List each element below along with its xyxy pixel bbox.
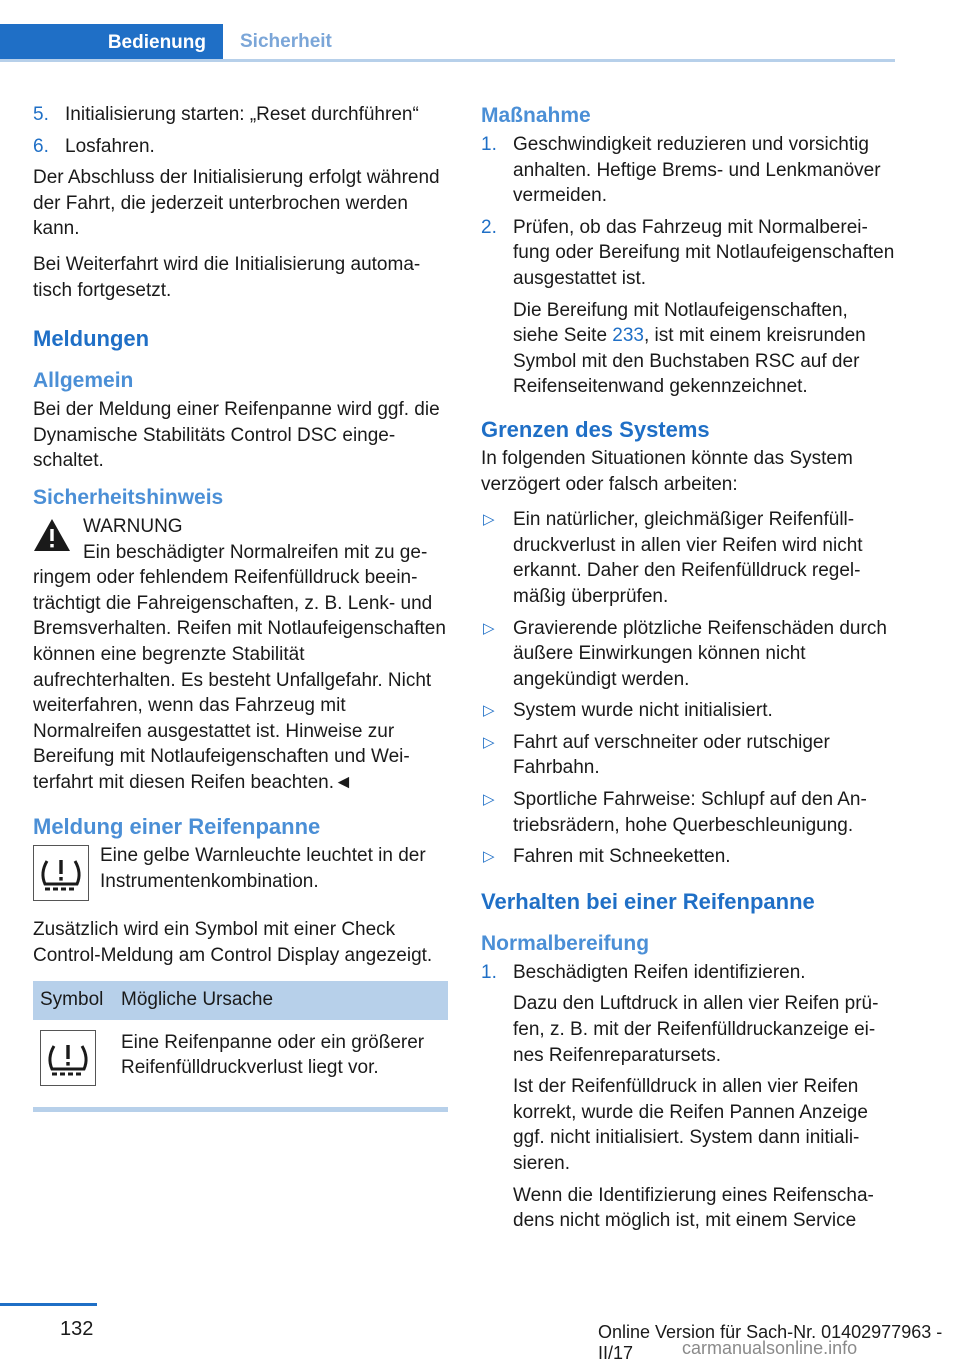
heading-massnahme: Maßnahme	[481, 104, 591, 127]
table-header-cause: Mögliche Ursache	[114, 981, 448, 1020]
warning-text: Ein beschädigter Normalreifen mit zu geringem oder fehlendem Reifenfülldruck beeinträchtigt die Fahreigenschaften, z. B. Lenk- und Bremsverhalten. Reifen mit Notlaufeigenschaften können eine begrenzte Stabilität aufrechterhalten. Es besteht Unfallgefahr. Nicht weiterfahren, wenn das Fahrzeug mit Normalreifen ausgestattet ist. Hinweise zur Bereifung mit Notlaufeigenschaften und Weiterfahrt mit diesen Reifen beachten.◄	[33, 541, 446, 793]
paragraph-grenzen-intro: In folgenden Situationen könnte das System verzögert oder falsch arbeiten:	[481, 447, 853, 495]
list-item	[481, 698, 897, 724]
bullet-triangle-icon: ▷	[483, 791, 495, 809]
step-number: 5.	[33, 104, 49, 125]
step-text: Losfahren.	[65, 135, 155, 157]
heading-allgemein: Allgemein	[33, 369, 134, 393]
step-detail: Wenn die Identifizierung eines Reifenschadens nicht möglich ist, mit einem Service	[513, 1184, 874, 1232]
heading-sicherheitshinweis: Sicherheitshinweis	[33, 485, 224, 509]
chapter-tabs	[0, 24, 895, 62]
step-number: 1.	[481, 134, 497, 155]
step-number: 6.	[33, 135, 49, 157]
online-version-note: Online Version für Sach-Nr. 01402977963 - II/17	[598, 1322, 943, 1363]
heading-normalbereifung: Normalbereifung	[481, 931, 650, 955]
step-text: Beschädigten Reifen identifizieren.	[513, 961, 806, 983]
list-item-text: Gravierende plötzliche Reifenschäden durch äußere Einwirkungen können nicht angekündigt werden.	[513, 617, 887, 690]
heading-meldung-reifenpanne: Meldung einer Reifenpanne	[33, 814, 321, 840]
warning-block	[33, 514, 448, 796]
measure-2-note	[513, 298, 897, 400]
warning-title: WARNUNG	[83, 515, 183, 537]
right-column	[481, 102, 897, 1240]
heading-grenzen: Grenzen des Systems	[481, 416, 710, 442]
warning-triangle-icon	[33, 518, 71, 552]
paragraph-init-continue: Bei Weiterfahrt wird die Initialisierung automatisch fortgesetzt.	[33, 253, 421, 301]
paragraph-allgemein: Bei der Meldung einer Reifenpanne wird ggf. die Dynamische Stabilitäts Control DSC eingeschaltet.	[33, 399, 440, 472]
table-header-symbol: Symbol	[33, 981, 114, 1020]
list-item	[481, 616, 897, 693]
note-text: , ist mit einem kreisrunden Symbol mit den Buchstaben RSC auf der Reifenseitenwand gekennzeichnet.	[513, 325, 866, 398]
measure-1	[481, 132, 897, 209]
bullet-triangle-icon: ▷	[483, 511, 495, 529]
step-text: Prüfen, ob das Fahrzeug mit Normalbereifung oder Bereifung mit Notlaufeigenschaften ausgestattet ist.	[513, 216, 895, 289]
tire-pressure-warning-icon	[33, 845, 89, 901]
symbol-table	[33, 981, 448, 1106]
footer-rule	[0, 1303, 97, 1306]
note-text: Die Bereifung mit Notlaufeigenschaften, siehe Seite	[513, 299, 848, 347]
step-detail: Ist der Reifenfülldruck in allen vier Reifen korrekt, wurde die Reifen Pannen Anzeige ggf. nicht initialisiert. System dann initialisieren.	[513, 1076, 868, 1174]
list-item	[481, 507, 897, 609]
measure-2	[481, 215, 897, 400]
heading-meldungen: Meldungen	[33, 326, 150, 352]
page-number: 132	[60, 1318, 94, 1340]
paragraph-init-end: Der Abschluss der Initialisierung erfolgt während der Fahrt, die jederzeit unterbrochen werden kann.	[33, 167, 440, 240]
tab-sicherheit[interactable]: Sicherheit	[240, 30, 332, 52]
step-text: Initialisierung starten: „Reset durchführen“	[65, 104, 419, 125]
list-item-text: Sportliche Fahrweise: Schlupf auf den Antriebsrädern, hohe Querbeschleunigung.	[513, 789, 867, 836]
tire-pressure-warning-icon	[40, 1030, 96, 1086]
step-text: Geschwindigkeit reduzieren und vorsichtig anhalten. Heftige Brems- und Lenkmanöver vermeiden.	[513, 134, 881, 207]
list-item	[481, 844, 897, 870]
table-row	[33, 1020, 448, 1106]
bullet-triangle-icon: ▷	[483, 848, 495, 866]
step-detail: Dazu den Luftdruck in allen vier Reifen prüfen, z. B. mit der Reifenfülldruckanzeige eines Reifenreparatursets.	[513, 993, 879, 1066]
table-cell-cause: Eine Reifenpanne oder ein größerer Reifenfülldruckverlust liegt vor.	[121, 1031, 425, 1079]
warning-lamp-text: Eine gelbe Warnleuchte leuchtet in der Instrumentenkombination.	[100, 845, 426, 893]
bullet-triangle-icon: ▷	[483, 733, 495, 751]
page-link-233[interactable]: 233	[612, 325, 644, 347]
step-number: 1.	[481, 961, 497, 983]
tab-bedienung[interactable]: Bedienung	[0, 24, 223, 62]
step-number: 2.	[481, 216, 497, 238]
bullet-triangle-icon: ▷	[483, 619, 495, 637]
table-cell-symbol	[33, 1020, 114, 1106]
list-item-text: System wurde nicht initialisiert.	[513, 700, 773, 722]
list-item	[481, 730, 897, 781]
heading-verhalten: Verhalten bei einer Reifenpanne	[481, 888, 815, 914]
list-item-text: Fahrt auf verschneiter oder rutschiger Fahrbahn.	[513, 731, 830, 779]
list-item	[481, 787, 897, 838]
normal-step-1	[481, 960, 897, 1234]
bullet-triangle-icon: ▷	[483, 702, 495, 720]
step-5	[33, 102, 448, 128]
list-item-text: Ein natürlicher, gleichmäßiger Reifenfülldruckverlust in allen vier Reifen wird nicht erkannt. Daher den Reifenfülldruck regelmäßig überprüfen.	[513, 509, 863, 607]
step-6	[33, 134, 448, 160]
list-item-text: Fahren mit Schneeketten.	[513, 846, 731, 868]
warning-lamp-row	[33, 843, 448, 907]
left-column	[33, 102, 448, 1112]
table-bottom-rule	[33, 1107, 448, 1112]
watermark: carmanualsonline.info	[682, 1338, 858, 1358]
paragraph-check-control: Zusätzlich wird ein Symbol mit einer Check Control-Meldung am Control Display angezeigt.	[33, 919, 433, 967]
tab-underline	[0, 59, 895, 62]
